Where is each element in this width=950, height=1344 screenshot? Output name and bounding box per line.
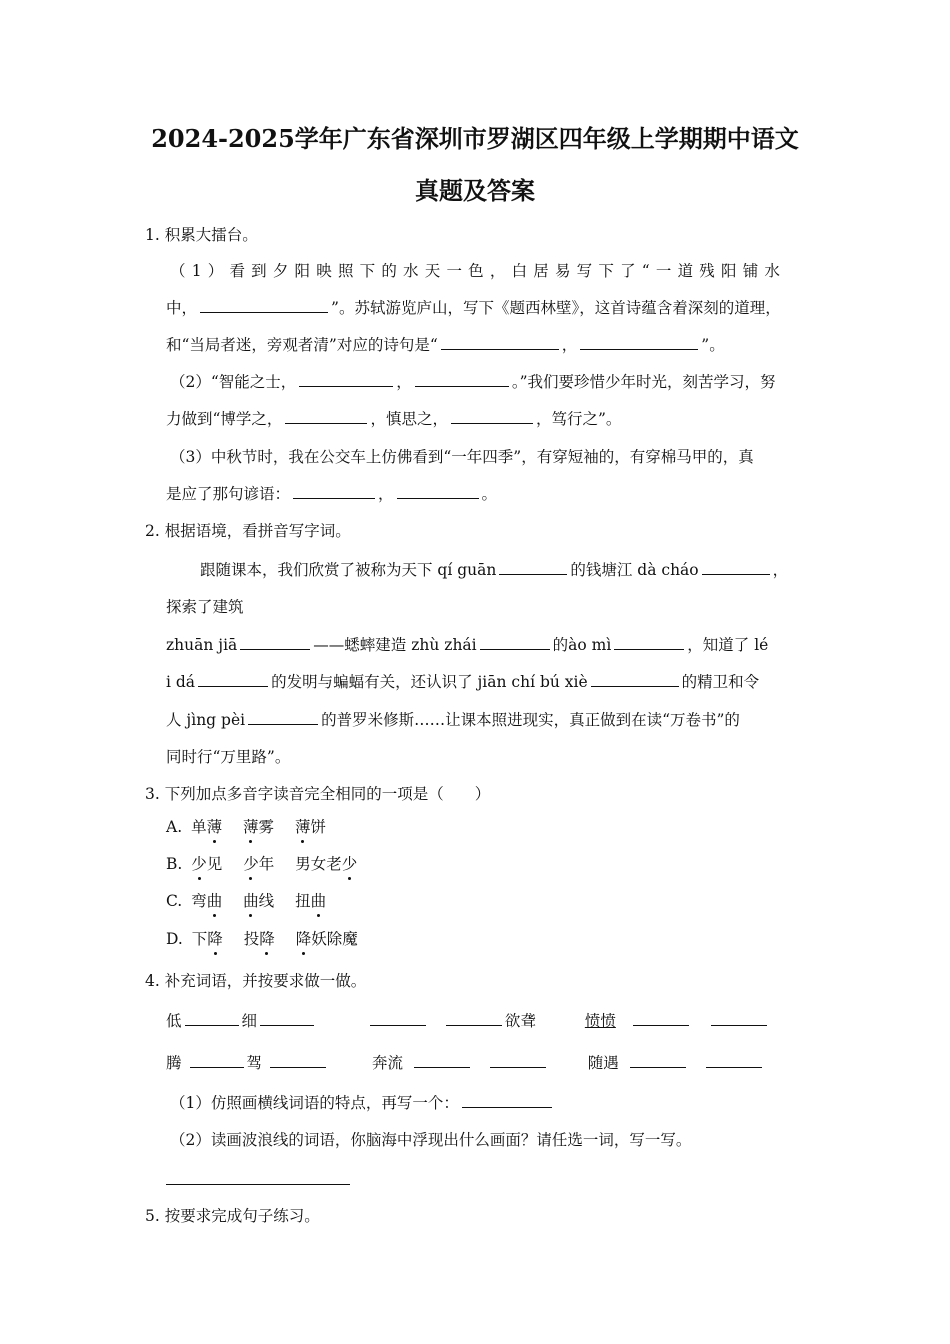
word-char: 腾 — [166, 1054, 182, 1072]
page-title-line-2: 真题及答案 — [415, 176, 535, 205]
q4-row1 — [166, 1009, 770, 1033]
answer-blank[interactable] — [415, 372, 509, 387]
q1-part2-line2 — [166, 407, 621, 431]
option-letter: B. — [166, 855, 183, 873]
word-part: 随遇 — [587, 1054, 619, 1072]
dotted-char: 少 — [243, 852, 259, 876]
word-part: 年 — [258, 855, 275, 873]
q2-line1 — [200, 558, 788, 582]
q1-part2-text-a: （2）“智能之士， — [170, 373, 297, 391]
underlined-word: 愤愤 — [584, 1012, 616, 1030]
answer-blank[interactable] — [190, 1053, 244, 1068]
q1-part2-text-c: 。”我们要珍惜少年时光，刻苦学习，努 — [511, 373, 776, 391]
q1-part2-text-b: ， — [396, 373, 412, 391]
word-part: 弯 — [191, 892, 207, 910]
answer-blank[interactable] — [370, 1011, 426, 1026]
answer-blank[interactable] — [706, 1053, 762, 1068]
answer-blank[interactable] — [397, 484, 479, 499]
q1-heading: 1. 积累大擂台。 — [145, 226, 258, 244]
q2-line4 — [166, 670, 759, 694]
q1-part2-text-f: ，笃行之”。 — [535, 410, 622, 428]
q2-line5 — [166, 708, 740, 732]
q1-part1-text-d: ， — [561, 336, 578, 354]
q3-option-d[interactable] — [166, 927, 358, 951]
q2-line2: 探索了建筑 — [166, 598, 244, 616]
q2-text-c4: ，知道了 lé — [687, 636, 769, 654]
dotted-char: 少 — [342, 852, 358, 876]
dotted-char: 曲 — [311, 889, 327, 913]
q1-part2-line1 — [170, 370, 776, 394]
answer-blank[interactable] — [414, 1053, 470, 1068]
q2-line3 — [166, 633, 768, 657]
page-title-line-1: 2024-2025学年广东省深圳市罗湖区四年级上学期期中语文 — [151, 124, 799, 153]
answer-blank[interactable] — [630, 1053, 686, 1068]
option-letter: D. — [166, 930, 183, 948]
q1-part1-text-a: 中， — [166, 299, 198, 317]
word-part: 饼 — [310, 818, 327, 836]
word-part: 线 — [258, 892, 275, 910]
answer-blank[interactable] — [614, 635, 684, 650]
q2-text-c3: 的ào mì — [552, 636, 612, 654]
answer-blank[interactable] — [499, 560, 567, 575]
q3-option-a[interactable] — [166, 815, 326, 839]
dotted-char: 降 — [259, 927, 275, 951]
answer-blank[interactable] — [591, 672, 679, 687]
answer-blank[interactable] — [711, 1011, 767, 1026]
q1-part1-text-b: ”。苏轼游览庐山，写下《题西林壁》，这首诗蕴含着深刻的道理， — [331, 299, 781, 317]
q1-part2-text-d: 力做到“博学之， — [166, 410, 283, 428]
q1-part3-text-a: 是应了那句谚语： — [166, 485, 291, 503]
word-char: 细 — [241, 1012, 258, 1030]
dotted-char: 曲 — [243, 889, 259, 913]
q2-text-d1: i dá — [166, 673, 196, 691]
word-part: 男女老 — [295, 855, 342, 873]
dotted-char: 曲 — [207, 889, 223, 913]
answer-line[interactable] — [166, 1184, 350, 1185]
q2-text-c1: zhuān jiā — [166, 636, 238, 654]
word-part: 欲聋 — [504, 1012, 536, 1030]
q4-sub2: （2）读画波浪线的词语，你脑海中浮现出什么画面？请任选一词，写一写。 — [170, 1131, 692, 1149]
q2-text-c2: ——蟋蟀建造 zhù zhái — [313, 636, 477, 654]
answer-blank[interactable] — [200, 298, 328, 313]
answer-blank[interactable] — [248, 710, 318, 725]
answer-blank[interactable] — [185, 1011, 239, 1026]
answer-blank[interactable] — [633, 1011, 689, 1026]
answer-blank[interactable] — [270, 1053, 326, 1068]
q2-text-a2: 的钱塘江 dà cháo — [570, 561, 699, 579]
q1-part3-text-b: ， — [378, 485, 394, 503]
dotted-char: 降 — [296, 927, 312, 951]
option-letter: C. — [166, 892, 183, 910]
answer-blank[interactable] — [490, 1053, 546, 1068]
q1-part1-text-c: 和“当局者迷，旁观者清”对应的诗句是“ — [166, 336, 438, 354]
q1-part1-line3 — [166, 333, 725, 357]
word-part: 扭 — [295, 892, 311, 910]
answer-blank[interactable] — [580, 335, 698, 350]
dotted-char: 降 — [207, 927, 223, 951]
word-part: 雾 — [258, 818, 275, 836]
option-letter: A. — [166, 818, 183, 836]
q2-text-a3: ， — [772, 561, 789, 579]
word-part: 单 — [191, 818, 207, 836]
answer-blank[interactable] — [480, 635, 550, 650]
q2-text-a1: 跟随课本，我们欣赏了被称为天下 qí guān — [200, 561, 497, 579]
q2-heading: 2. 根据语境，看拼音写字词。 — [145, 522, 351, 540]
dotted-char: 薄 — [243, 815, 259, 839]
word-part: 下 — [191, 930, 208, 948]
q1-part2-text-e: ，慎思之， — [370, 410, 448, 428]
word-part: 奔流 — [371, 1054, 403, 1072]
q1-part3-line2 — [166, 482, 497, 506]
q2-text-d2: 的发明与蝙蝠有关，还认识了 jiān chí bú xiè — [271, 673, 588, 691]
word-part: 投 — [243, 930, 260, 948]
q3-heading: 3. 下列加点多音字读音完全相同的一项是（ ） — [145, 785, 491, 803]
q1-part3-text-c: 。 — [481, 485, 498, 503]
q4-sub1 — [170, 1091, 555, 1115]
word-part: 妖除魔 — [311, 930, 358, 948]
answer-blank[interactable] — [441, 335, 559, 350]
q3-option-b[interactable] — [166, 852, 357, 876]
answer-blank[interactable] — [702, 560, 770, 575]
q4-heading: 4. 补充词语，并按要求做一做。 — [145, 972, 367, 990]
q4-sub1-text: （1）仿照画横线词语的特点，再写一个： — [170, 1094, 459, 1112]
dotted-char: 少 — [191, 852, 207, 876]
q1-part3-line1: （3）中秋节时，我在公交车上仿佛看到“一年四季”，有穿短袖的，有穿棉马甲的，真 — [170, 448, 754, 466]
answer-blank[interactable] — [240, 635, 310, 650]
word-char: 驾 — [246, 1054, 263, 1072]
dotted-char: 薄 — [295, 815, 311, 839]
q4-row2 — [166, 1051, 765, 1075]
answer-blank[interactable] — [451, 409, 533, 424]
answer-blank[interactable] — [446, 1011, 502, 1026]
q2-line6: 同时行“万里路”。 — [166, 748, 291, 766]
answer-blank[interactable] — [285, 409, 367, 424]
q2-text-e1: 人 jìng pèi — [166, 711, 246, 729]
word-char: 低 — [166, 1012, 182, 1030]
answer-blank[interactable] — [198, 672, 268, 687]
q1-part1-text-e: ”。 — [701, 336, 725, 354]
q1-part1-line2 — [166, 296, 781, 320]
answer-blank[interactable] — [260, 1011, 314, 1026]
dotted-char: 薄 — [207, 815, 223, 839]
q2-text-d3: 的精卫和令 — [681, 673, 760, 691]
answer-blank[interactable] — [462, 1093, 552, 1108]
q3-option-c[interactable] — [166, 889, 326, 913]
q5-heading: 5. 按要求完成句子练习。 — [145, 1207, 320, 1225]
answer-blank[interactable] — [293, 484, 375, 499]
q1-part1-line1: （1）看到夕阳映照下的水天一色，白居易写下了“一道残阳铺水 — [170, 262, 787, 280]
word-part: 见 — [206, 855, 223, 873]
q2-text-e2: 的普罗米修斯……让课本照进现实，真正做到在读“万卷书”的 — [321, 711, 740, 729]
answer-blank[interactable] — [299, 372, 393, 387]
